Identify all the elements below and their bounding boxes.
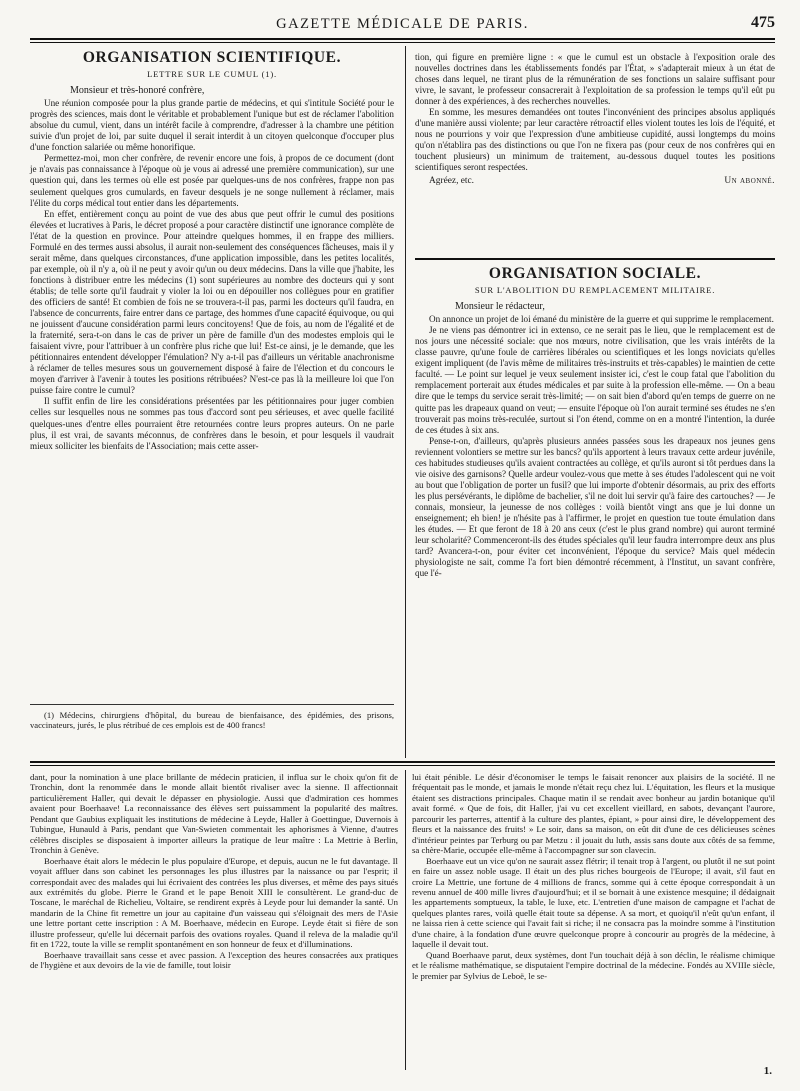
footnote-rule [30,704,394,705]
header-rule [30,38,775,40]
folio-mark: 1. [763,1065,772,1077]
article-subheading: SUR L'ABOLITION DU REMPLACEMENT MILITAIRE. [474,285,716,296]
closing: Agréez, etc. [429,175,475,186]
article-organisation-scientifique [30,49,394,452]
header-rule-thin [30,42,775,43]
article-subheading: LETTRE SUR LE CUMUL (1). [147,69,277,80]
paragraph: On annonce un projet de loi émané du ministère de la guerre et qui supprime le remplacement. [429,314,774,325]
footnote-text: (1) Médecins, chirurgiens d'hôpital, du bureau de bienfaisance, des épidémies, des prisons, vaccinateurs, jurés, le plus rétribué de ces emplois est de 400 francs! [30,710,394,731]
paragraph: tion, qui figure en première ligne : « que le cumul est un obstacle à l'exposition orale des nouvelles doctrines dans les établissements fondés par l'État, » s'adapterait mieux à un état de choses dans lequel, ne tirant plus de la rémunération de ses fonctions un salaire suffisant pour vivre, le savant, le professeur consacrerait à l'exploitation de sa profession le temps qu'il eût pu donner à des expériences, à des recherches nouvelles. [415,52,775,107]
letter-continuation [415,52,775,187]
paragraph: Une réunion composée pour la plus grande partie de médecins, et qui s'intitule Société pour le progrès des sciences, mais dont le véritable et probablement l'unique but est de réclamer l'abolition absolue du cumul, vient, dans un intérêt facile à comprendre, d'adresser à la chambre une pétition suivie d'un projet de loi, par suite duquel il serait interdit à un citoyen quelconque d'occuper plus d'une fonction salariée ou même honorifique. [30,98,394,153]
signature: Un abonné. [724,175,775,186]
paragraph: lui était pénible. Le désir d'économiser le temps le faisait renoncer aux plaisirs de la société. Il ne fréquentait pas le monde, et jamais le monde n'était reçu chez lui. L'équitation, les fleurs et la musique étaient ses distractions principales. Chaque matin il se rendait avec bonheur au jardin botanique qu'il avait formé. « Que de fois, dit Haller, j'ai vu cet excellent vieillard, en sabots, devançant l'aurore, parcourir les parterres, attentif à la culture des plantes, épiant, » pour ainsi dire, le développement des fleurs et la naissance des fruits! » Le soir, dans sa maison, on eût dit d'une de ces délicieuses scènes d'intérieur peintes par Terburg ou par Metzu : il jouait du luth, assis sans doute aux côtés de sa femme, sa chère-Marie, occupée elle-même à l'accompagner sur son clavecin. [412,772,775,856]
paragraph: Je ne viens pas démontrer ici in extenso, ce ne serait pas le lieu, que le remplacement est de nos jours une nécessité sociale: que nos mœurs, notre civilisation, que les vrais intérêts de la classe pauvre, qu'une foule de carrières libérales ou scientifiques et les longs noviciats qu'elles exigent impliquent (de l'avis même de militaires très-instruits et très-capables) le maintien de cette faculté. — Le point sur lequel je veux seulement insister ici, c'est le coup fatal que l'abolition du remplacement porterait aux études médicales et par suite à la profession elle-même. — On a beau dire que le temps du service serait très-limité; — on sait bien d'abord qu'en temps de guerre on ne quitte pas les drapeaux quand on veut; — ensuite l'époque où l'on aurait terminé ses études ne s'en trouverait pas moins très-reculée, surtout si l'on étend, comme on en a montré l'intention, la durée de ces études à six ans. [415,325,775,435]
paragraph: Boerhaave travaillait sans cesse et avec passion. A l'exception des heures consacrées aux pratiques de l'hygiène et aux devoirs de la vie de famille, tout loisir [30,949,398,971]
running-title: GAZETTE MÉDICALE DE PARIS. [276,16,529,32]
article-organisation-sociale [415,265,775,579]
article-heading: ORGANISATION SOCIALE. [488,265,702,282]
paragraph: En somme, les mesures demandées ont toutes l'inconvénient des principes absolus appliqués d'une manière aussi violente; par leur caractère rétroactif elles violent toutes les lois de l'équité, et nous ne pourrions y voir que l'expression d'une ambitieuse cupidité, aussi longtemps du moins qu'on n'établira pas des distinctions ou que l'on ne fixera pas (pour ceux de nos confrères qui en touchent plusieurs) un minimum de traitement, au-dessous duquel toutes les positions scientifiques seront respectées. [415,107,775,173]
page-number: 475 [751,14,775,31]
letter-signoff [415,176,775,187]
salutation: Monsieur le rédacteur, [455,301,545,313]
paragraph: Permettez-moi, mon cher confrère, de revenir encore une fois, à propos de ce document (dont je n'avais pas connaissance à l'époque où je vous ai adressé une première communication), sur une question qui, dans les termes où elle est posée par quelques-uns de nos confrères, frappe non pas seulement quelques gros cumulards, en faveur desquels je ne songe nullement à réclamer, mais l'élite du corps médical tout entier dans les départements. [30,153,394,208]
paragraph: Quand Boerhaave parut, deux systèmes, dont l'un touchait déjà à son déclin, le réalisme chimique et le réalisme mathématique, se disputaient l'empire doctrinal de la médecine. Fondés au XVIIIe siècle, le premier par Sylvius de Leboë, le se- [412,949,775,981]
feuilleton-right [412,772,775,981]
article-heading: ORGANISATION SCIENTIFIQUE. [82,49,342,66]
footnote [30,710,394,730]
paragraph: En effet, entièrement conçu au point de vue des abus que peut offrir le cumul des positions élevées et lucratives à Paris, le décret proposé a pour caractère distinctif une ignorance complète de l'état de la question en province. Pour atteindre quelques hommes, il en frappe des milliers. Formulé en des termes aussi absolus, il aurait non-seulement des conséquences fâcheuses, mais il y serait même, dans quelques circonstances, d'une application impossible, dans les petites localités, par exemple, où il n'y a, où il ne peut y avoir qu'un ou deux médecins. Dans la ville que j'habite, les fonctions à distribuer entre les médecins (1) sont supérieures au nombre des docteurs qui y sont établis; de telle sorte qu'il faudrait y violer la loi ou en dépouiller nos collègues pour en gratifier des officiers de santé! Et combien de fois ne se trouvera-t-il pas, parmi les docteurs qu'il faudra, en l'absence de concurrents, faire entrer dans ce partage, des hommes d'une capacité équivoque, ou qui ne jouissent d'aucune considération parmi leurs concitoyens! Que de fois, au nom de l'égalité et de la fraternité, sera-t-on dans le cas de priver un père de famille d'un des modestes emplois qui le faisaient vivre, pour l'attribuer à un confrère plus riche que lui! Est-ce ainsi, je le demande, que les pétitionnaires entendent développer l'émulation? N'y a-t-il pas d'ailleurs un véritable anachronisme à réclamer de telles mesures sous un gouvernement disposé à faire de l'élection et du concours le moyen d'arriver à l'avenir à toutes les positions rétribuées? N'est-ce pas là la meilleure loi que l'on puisse faire contre le cumul? [30,208,394,396]
salutation: Monsieur et très-honoré confrère, [70,85,205,97]
running-header [30,14,775,40]
paragraph: Boerhaave était alors le médecin le plus populaire d'Europe, et depuis, aucun ne le fut davantage. Il voyait affluer dans son cabinet les personnages les plus illustres par la naissance ou par l'esprit; il correspondait avec des malades qui lui écrivaient des contrées les plus diverses, et même des pays situés aux extrémités du globe. Pierre le Grand et le pape Benoit XIII le consultèrent. Le grand-duc de Toscane, le maréchal de Richelieu, Voltaire, se rendirent exprès à Leyde pour lui demander la santé. Un mandarin de la Chine fit remettre un jour au capitaine d'un vaisseau qui s'éloignait des mers de l'Asie une lettre portant cette inscription : A M. Boerhaave, médecin en Europe. Leyde était si fière de son illustre professeur, qu'elle lui décernait parfois des ovations royales. Quand il releva de la maladie qu'il fit en 1722, toute la ville se remplit spontanément en son honneur de feux et d'illuminations. [30,855,398,950]
column-divider-upper [405,46,406,758]
paragraph: Il suffit enfin de lire les considérations présentées par les pétitionnaires pour juger combien celles sur lesquelles nous ne sommes pas tous d'accord sont peu sérieuses, et avec quelle facilité quelques-unes d'entre elles pourraient être retournées contre leurs propres auteurs. On ne parle plus, il est vrai, de savants méconnus, de confrères dans le besoin, et pour lesquels il vaudrait mieux solliciter les bienfaits de l'Association; mais cette asser- [30,396,394,451]
paragraph: Pense-t-on, d'ailleurs, qu'après plusieurs années passées sous les drapeaux nos jeunes gens reviennent volontiers se mettre sur les bancs? qu'ils apportent à leurs travaux cette ardeur juvénile, ces habitudes studieuses qu'ils avaient contractées au collège, et qu'ils auront si tôt perdues dans la vie oisive des garnisons? Quelle ardeur voulez-vous que mette à ses études l'adolescent qui ne voit au bout que l'obligation de porter un fusil? que lui importe d'obtenir désormais, au prix des efforts les plus persévérants, le diplôme de bachelier, s'il ne doit lui servir qu'à faire des cartouches? — Je connais, monsieur, la jeunesse de nos collèges : voilà bientôt vingt ans que je lui donne un enseignement; eh bien! je n'hésite pas à l'affirmer, le projet en question tue toute émulation dans les études. — Et que feront de 18 à 20 ans ceux (c'est le plus grand nombre) qui auront terminé leur scholarité? Commenceront-ils des études spéciales qu'il leur faudra interrompre deux ans plus tard? Avancera-t-on, pour éviter cet inconvénient, l'époque du service? Mais quel médecin physiologiste ne sait, comme l'a fort bien démontré récemment, à l'Institut, un savant confrère, que l'é- [415,435,775,579]
feuilleton-rule-thin [30,765,775,766]
feuilleton-left [30,772,398,971]
section-rule [415,258,775,260]
feuilleton-rule [30,761,775,763]
paragraph: Boerhaave eut un vice qu'on ne saurait assez flétrir; il tenait trop à l'argent, ou plutôt il ne sut point en faire un assez noble usage. Il était un des plus riches bourgeois de l'Europe; il avait, s'il faut en croire La Mettrie, une fortune de 4 millions de francs, somme qui à cette époque correspondait à un revenu annuel de 400 mille livres d'aujourd'hui; et il se bornait à une existence mesquine; il dédaignait les appartements somptueux, la table, le luxe, etc. L'entretien d'une maison de campagne et l'achat de quelques plantes rares, voilà quelle était toute sa dépense. A sa mort, et quoiqu'il n'eût qu'un enfant, il ne laissa rien à cette science qui l'avait fait si riche; il ne consacra pas la moindre somme à l'institution d'une chaire, à la fondation d'une œuvre quelconque propre à concourir au progrès de la médecine, à laquelle il devait tout. [412,855,775,950]
column-divider-lower [405,770,406,1070]
paragraph: dant, pour la nomination à une place brillante de médecin praticien, il influa sur le choix qu'on fit de Tronchin, dont la renommée dans le monde allait bientôt rivaliser avec la sienne. Il affectionnait particulièrement Haller, qui devait le dépasser en physiologie. Aussi que d'admiration ces hommes avaient pour Boerhaave! La reconnaissance des élèves sert puissamment la popularité des maîtres. Pendant que Gaubius expliquait les institutions de médecine à Leyde, Haller à Goettingue, Duvernois à Tubingue, Hunauld à Paris, pendant que Van-Swieten commentait les aphorismes à Vienne, d'autres célèbres disciples se disposaient à importer ailleurs la pratique de leur maître : La Mettrie à Berlin, Tronchin à Genève. [30,772,398,856]
